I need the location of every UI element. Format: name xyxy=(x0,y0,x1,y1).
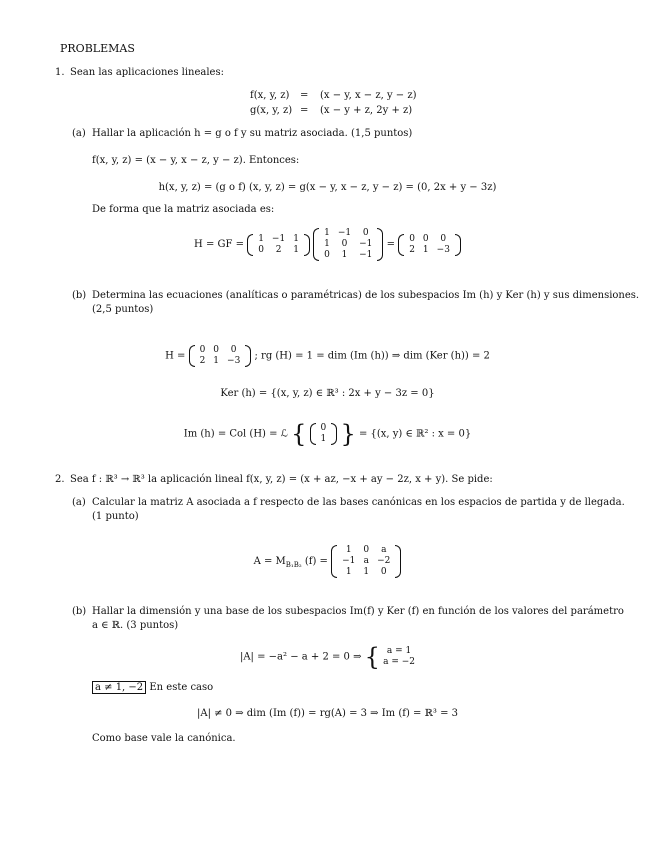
matrix-row xyxy=(338,567,394,578)
p1-a-f-expression: f(x, y, z) = (x − y, x − z, y − z). Entonces: xyxy=(92,155,300,166)
matrix-h xyxy=(189,345,252,367)
matrix-cell: 2 xyxy=(409,244,415,255)
a-label: A = M xyxy=(253,556,286,567)
matrix-row xyxy=(320,250,376,261)
im-h-equation xyxy=(0,422,655,446)
matrix-row xyxy=(338,556,394,567)
matrix-g xyxy=(247,234,310,256)
case-equation: |A| ≠ 0 ⇒ dim (Im (f)) = rg(A) = 3 ⇒ Im (f) = ℝ³ = 3 xyxy=(196,708,459,719)
case-1: a = 1 xyxy=(386,646,412,656)
matrix-h-result xyxy=(398,234,461,256)
matrix-row xyxy=(338,545,394,556)
matrix-f xyxy=(313,228,383,261)
f-definition-lhs: f(x, y, z) xyxy=(250,90,290,101)
matrix-cell: 0 xyxy=(422,233,429,244)
matrix-cell: −1 xyxy=(271,233,286,244)
problem-2-intro: Sea f : ℝ³ → ℝ³ la aplicación lineal f(x, y, z) = (x + az, −x + ay − 2z, x + y). Se pide: xyxy=(70,474,493,485)
matrix-cell: 2 xyxy=(199,356,206,366)
matrix-cell: 1 xyxy=(258,233,264,244)
problem-1-intro: Sean las aplicaciones lineales: xyxy=(70,67,224,78)
h-gf-label: H = GF = xyxy=(194,239,244,250)
matrix-cell: 1 xyxy=(293,233,299,244)
problem-2-number: 2. xyxy=(55,474,65,485)
p1-part-b-points: (2,5 puntos) xyxy=(92,304,154,315)
equals-sign: = xyxy=(386,239,395,250)
case-text: En este caso xyxy=(149,682,214,693)
matrix-cell: 1 xyxy=(422,244,429,255)
determinant-text: |A| = −a² − a + 2 = 0 ⇒ xyxy=(239,651,362,663)
g-definition-rhs: (x − y + z, 2y + z) xyxy=(320,105,413,116)
matrix-product-equation xyxy=(0,228,655,261)
matrix-row xyxy=(196,345,245,356)
vector-cell: 0 xyxy=(320,423,327,433)
a-subscript: B₁B₂ xyxy=(285,561,302,569)
basis-text: Como base vale la canónica. xyxy=(92,733,236,744)
f-definition-rhs: (x − y, x − z, y − z) xyxy=(320,90,417,101)
case-box: a ≠ 1, −2 xyxy=(92,681,146,694)
matrix-row xyxy=(196,356,245,367)
ker-h-equation: Ker (h) = {(x, y, z) ∈ ℝ³ : 2x + y − 3z = 0} xyxy=(220,388,435,399)
vector-row xyxy=(317,423,331,434)
matrix-cell: 0 xyxy=(440,233,447,244)
h-label: H = xyxy=(165,350,186,362)
matrix-row xyxy=(320,228,376,239)
p1-part-a-label: (a) xyxy=(72,128,86,139)
p2-part-b-text: Hallar la dimensión y una base de los subespacios Im(f) y Ker (f) en función de los valores del parámetro xyxy=(92,606,624,617)
matrix-cell: −1 xyxy=(337,228,352,238)
matrix-cell: 1 xyxy=(345,567,352,577)
matrix-cell: 1 xyxy=(345,545,352,555)
matrix-cell: 0 xyxy=(409,233,415,244)
determinant-equation xyxy=(0,645,655,669)
matrix-cell: −2 xyxy=(377,556,391,566)
matrix-cell: 0 xyxy=(213,345,220,355)
matrix-cell: 1 xyxy=(363,567,370,577)
p2-part-b-points: a ∈ ℝ. (3 puntos) xyxy=(92,620,179,631)
g-definition-eq: = xyxy=(300,105,309,116)
vector-cell: 1 xyxy=(320,434,327,444)
h-rank-equation xyxy=(0,345,655,367)
matrix-cell: −1 xyxy=(342,556,356,566)
matrix-a-equation xyxy=(0,545,655,578)
im-h-lhs: Im (h) = Col (H) = ℒ xyxy=(183,428,288,440)
matrix-cell: 1 xyxy=(324,228,330,238)
vector-row xyxy=(317,434,331,445)
p2-part-a-text: Calcular la matriz A asociada a f respecto de las bases canónicas en los espacios de partida y de llegada. xyxy=(92,497,625,508)
matrix-cell: 0 xyxy=(380,567,387,577)
matrix-cell: −1 xyxy=(359,239,373,249)
im-h-rhs: = {(x, y) ∈ ℝ² : x = 0} xyxy=(358,428,472,440)
matrix-cell: 0 xyxy=(199,345,206,355)
f-definition-eq: = xyxy=(300,90,309,101)
p2-part-a-points: (1 punto) xyxy=(92,511,139,522)
p1-part-b-label: (b) xyxy=(72,290,87,301)
im-vector xyxy=(310,423,338,445)
p1-part-b-text: Determina las ecuaciones (analíticas o paramétricas) de los subespacios Im (h) y Ker (h) y sus dimensiones. xyxy=(92,290,640,301)
p1-a-h-expression: h(x, y, z) = (g o f) (x, y, z) = g(x − y, x − z, y − z) = (0, 2x + y − 3z) xyxy=(158,182,497,193)
matrix-cell: 0 xyxy=(230,345,237,355)
p1-a-matrix-intro: De forma que la matriz asociada es: xyxy=(92,204,275,215)
p2-part-b-label: (b) xyxy=(72,606,87,617)
matrix-row xyxy=(320,239,376,250)
matrix-cell: −3 xyxy=(227,356,241,366)
a-f-label: (f) = xyxy=(304,556,328,567)
right-brace: } xyxy=(340,420,356,448)
p2-part-a-label: (a) xyxy=(72,497,86,508)
matrix-cell: a xyxy=(363,556,369,566)
case-2: a = −2 xyxy=(383,657,416,667)
case-condition xyxy=(92,682,213,693)
matrix-cell: −1 xyxy=(359,250,373,260)
matrix-cell: 0 xyxy=(362,228,369,238)
p1-part-a-text: Hallar la aplicación h = g o f y su matriz asociada. (1,5 puntos) xyxy=(92,128,413,139)
matrix-cell: 1 xyxy=(293,244,299,255)
matrix-cell: 0 xyxy=(324,250,330,260)
matrix-cell: 0 xyxy=(363,545,370,555)
cases-brace: { xyxy=(364,643,380,671)
problem-1-number: 1. xyxy=(55,67,65,78)
matrix-row xyxy=(405,234,454,245)
page-title: PROBLEMAS xyxy=(60,42,135,55)
matrix-cell: −3 xyxy=(436,244,450,255)
matrix-cell: 1 xyxy=(324,239,330,249)
left-brace: { xyxy=(291,420,307,448)
g-definition-lhs: g(x, y, z) xyxy=(250,105,293,116)
matrix-cell: 1 xyxy=(341,250,348,260)
matrix-cell: 0 xyxy=(258,244,264,255)
matrix-row xyxy=(254,245,303,256)
matrix-cell: 2 xyxy=(275,244,282,255)
matrix-a xyxy=(331,545,401,578)
cases-list xyxy=(383,646,415,668)
matrix-cell: a xyxy=(381,545,387,555)
matrix-cell: 0 xyxy=(341,239,348,249)
rank-text: ; rg (H) = 1 = dim (Im (h)) ⇒ dim (Ker (h)) = 2 xyxy=(254,350,490,362)
matrix-row xyxy=(405,245,454,256)
matrix-cell: 1 xyxy=(213,356,220,366)
matrix-row xyxy=(254,234,303,245)
